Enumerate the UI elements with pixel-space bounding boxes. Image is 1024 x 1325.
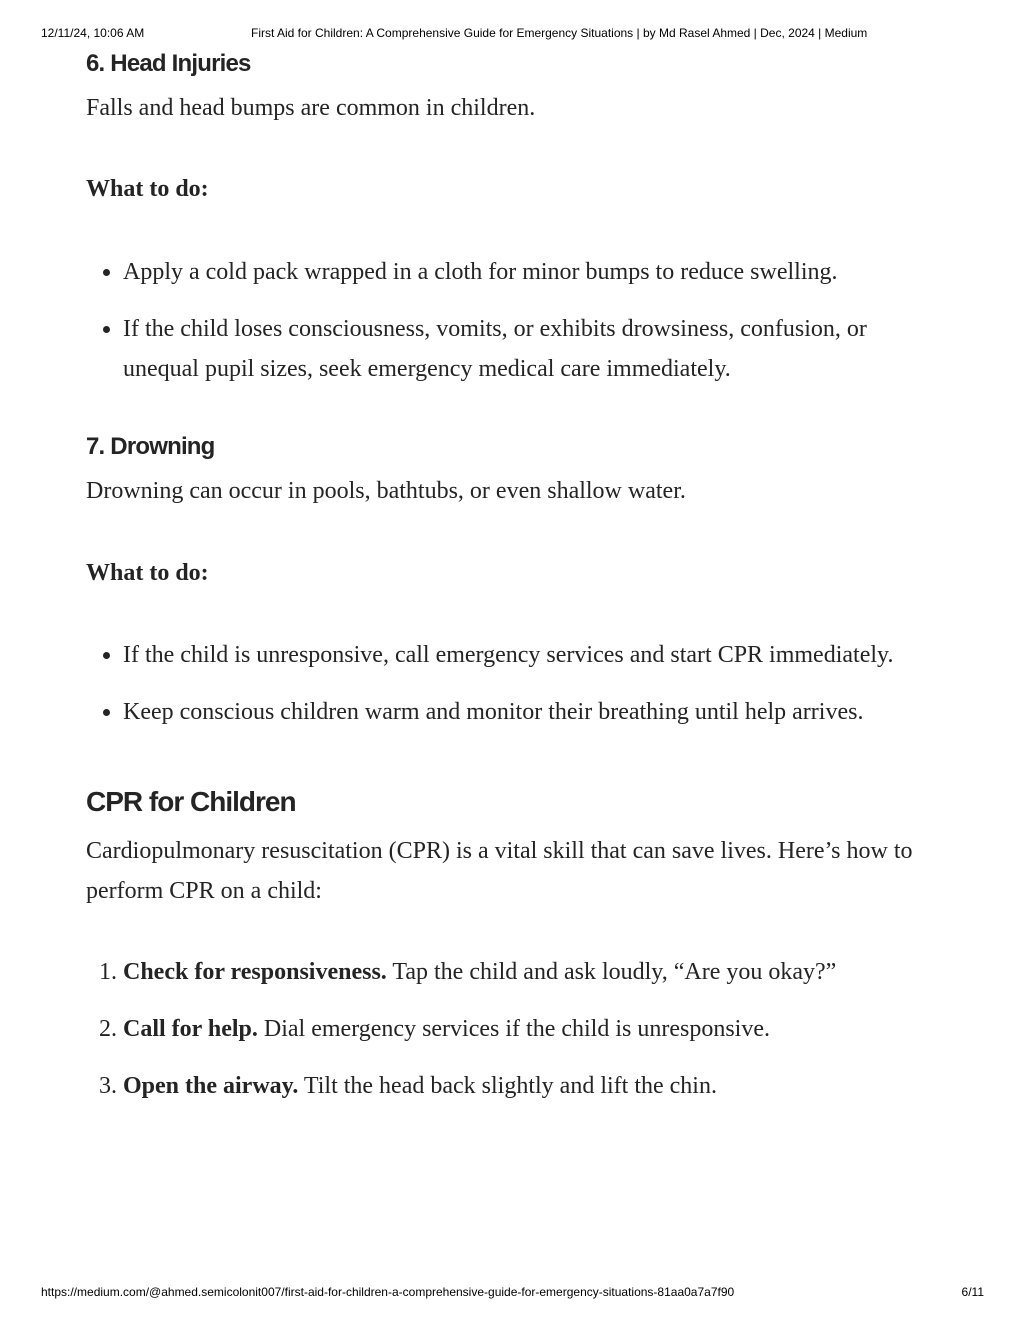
list-item xyxy=(123,1066,946,1106)
article-body xyxy=(86,48,946,1106)
step-lead: Call for help. xyxy=(123,1016,258,1042)
list-item: • Apply a cold pack wrapped in a cloth for minor bumps to reduce swelling. xyxy=(123,252,946,292)
print-url: https://medium.com/@ahmed.semicolonit007/first-aid-for-children-a-comprehensive-guide-for-emergency-situations-81aa0a7a7f90 xyxy=(41,1285,735,1299)
cpr-steps xyxy=(86,952,946,1106)
step-text: Tilt the head back slightly and lift the chin. xyxy=(298,1073,717,1099)
print-datetime: 12/11/24, 10:06 AM xyxy=(41,26,145,40)
head-injuries-what-to-do: What to do: xyxy=(86,176,209,202)
print-page-title: First Aid for Children: A Comprehensive Guide for Emergency Situations | by Md Rasel Ahmed | Dec, 2024 | Medium xyxy=(251,26,868,40)
list-item: • If the child is unresponsive, call emergency services and start CPR immediately. xyxy=(123,635,946,675)
step-lead: Open the airway. xyxy=(123,1073,299,1099)
list-item: • Keep conscious children warm and monitor their breathing until help arrives. xyxy=(123,692,946,732)
print-page-number: 6/11 xyxy=(961,1285,984,1299)
step-text: Dial emergency services if the child is unresponsive. xyxy=(257,1016,770,1042)
list-item: • If the child loses consciousness, vomits, or exhibits drowsiness, confusion, or unequal pupil sizes, seek emergency medical care immediately. xyxy=(123,309,946,389)
head-injuries-list xyxy=(86,252,946,389)
drowning-intro: Drowning can occur in pools, bathtubs, or even shallow water. xyxy=(86,478,686,504)
head-injuries-intro: Falls and head bumps are common in children. xyxy=(86,95,536,121)
step-text: Tap the child and ask loudly, “Are you okay?” xyxy=(386,959,837,985)
heading-cpr: CPR for Children xyxy=(86,786,296,817)
list-item xyxy=(123,952,946,992)
list-item xyxy=(123,1009,946,1049)
heading-drowning: 7. Drowning xyxy=(86,433,215,460)
step-lead: Check for responsiveness. xyxy=(123,959,387,985)
cpr-intro: Cardiopulmonary resuscitation (CPR) is a vital skill that can save lives. Here’s how to perform CPR on a child: xyxy=(86,838,913,904)
heading-head-injuries: 6. Head Injuries xyxy=(86,50,251,77)
drowning-list xyxy=(86,635,946,732)
drowning-what-to-do: What to do: xyxy=(86,560,209,586)
